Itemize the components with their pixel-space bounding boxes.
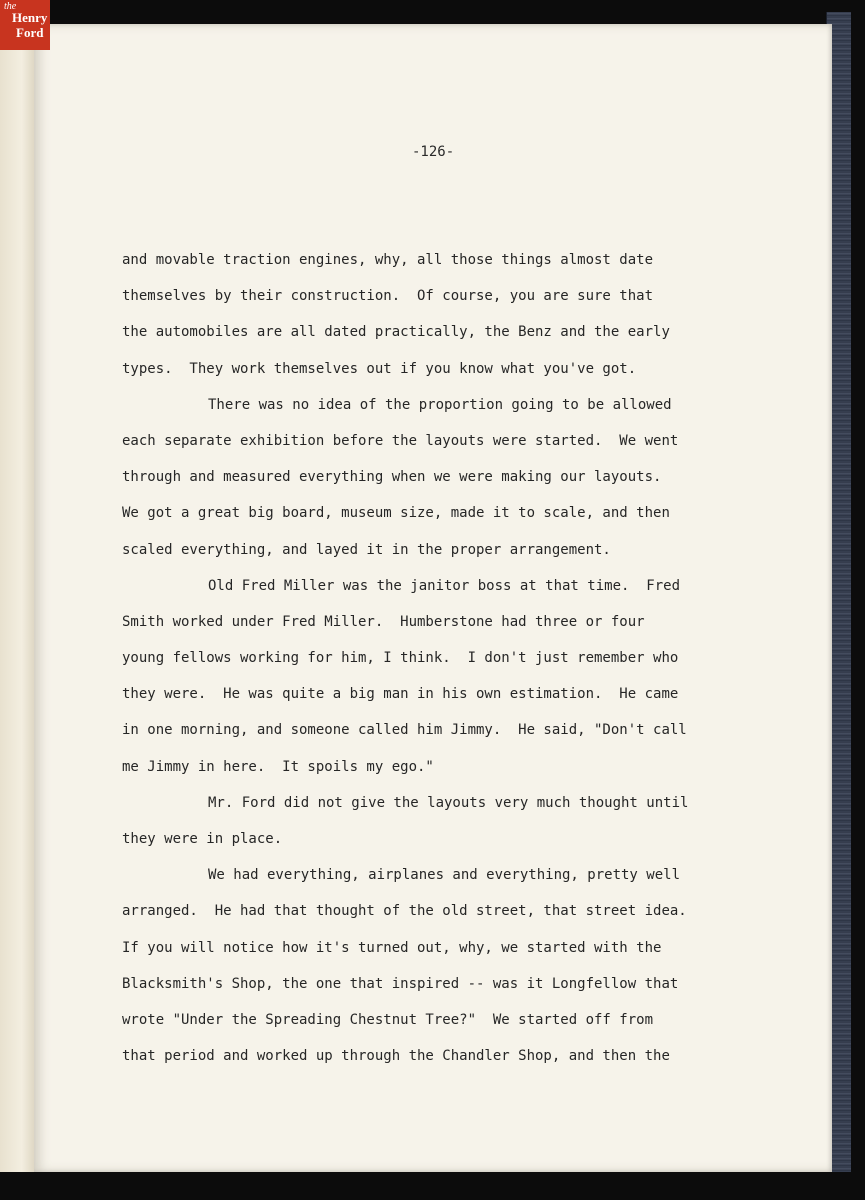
transcript-text [122,242,742,1074]
text-line: and movable traction engines, why, all those things almost date [122,252,654,268]
text-line: wrote "Under the Spreading Chestnut Tree?" We started off from [122,1011,654,1028]
text-line: themselves by their construction. Of course, you are sure that [122,288,654,305]
logo-henry: Henry [12,10,48,25]
text-line: We got a great big board, museum size, made it to scale, and then [122,505,670,522]
text-line: that period and worked up through the Chandler Shop, and then the [122,1048,670,1065]
text-line: in one morning, and someone called him Jimmy. He said, "Don't call [122,722,687,739]
text-line: Blacksmith's Shop, the one that inspired -- was it Longfellow that [122,975,679,992]
text-line: scaled everything, and layed it in the proper arrangement. [122,541,611,558]
text-line: through and measured everything when we were making our layouts. [122,469,662,486]
text-line: Old Fred Miller was the janitor boss at that time. Fred [208,577,681,594]
document-page [34,24,832,1172]
text-line: young fellows working for him, I think. I don't just remember who [122,650,679,667]
text-line: There was no idea of the proportion going to be allowed [208,396,672,413]
text-line: types. They work themselves out if you know what you've got. [122,360,637,377]
text-line: they were in place. [122,831,283,847]
text-line: the automobiles are all dated practically, the Benz and the early [122,324,670,341]
henry-ford-logo [0,0,50,50]
text-line: arranged. He had that thought of the old street, that street idea. [122,903,687,920]
text-line: me Jimmy in here. It spoils my ego." [122,758,434,775]
text-line: Smith worked under Fred Miller. Humberstone had three or four [122,613,645,630]
text-line: Mr. Ford did not give the layouts very much thought until [208,794,689,811]
logo-the: the [4,1,17,12]
text-line: We had everything, airplanes and everything, pretty well [208,867,681,884]
text-line: If you will notice how it's turned out, why, we started with the [122,939,662,956]
text-line: each separate exhibition before the layouts were started. We went [122,432,679,449]
page-number: -126- [412,144,455,160]
left-page-edge [0,22,36,1172]
logo-ford: Ford [16,25,44,40]
text-line: they were. He was quite a big man in his own estimation. He came [122,686,679,703]
